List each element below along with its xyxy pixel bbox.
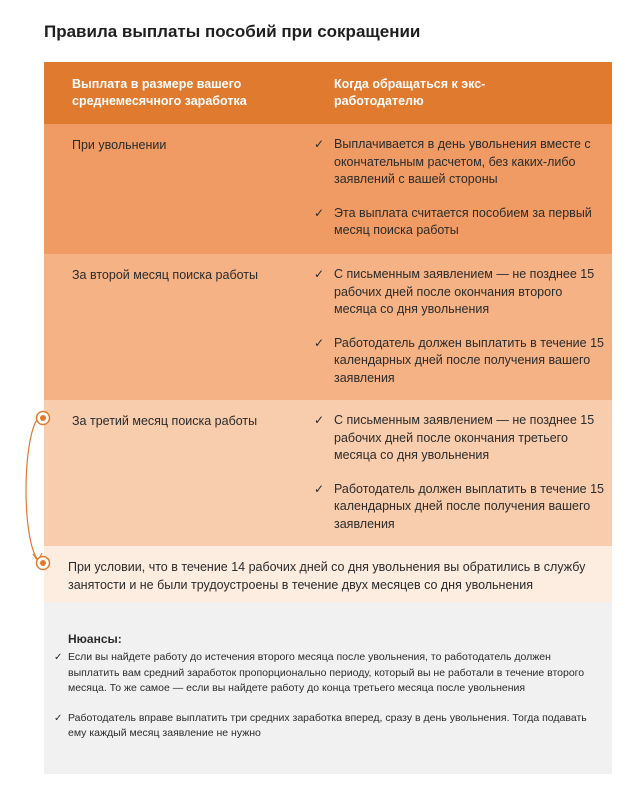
item-text: Работодатель вправе выплатить три средних заработка вперед, сразу в день увольнения. Тогда подавать ему каждый месяц заявление не нужно xyxy=(68,711,587,739)
item-text: Выплачивается в день увольнения вместе с окончательным расчетом, без каких-либо заявлений с вашей стороны xyxy=(334,137,591,186)
item-text: Работодатель должен выплатить в течение 15 календарных дней после получения вашего заявления xyxy=(334,481,604,531)
condition-note: При условии, что в течение 14 рабочих дней со дня увольнения вы обратились в службу занятости и не были трудоустроены в течение двух месяцев со дня увольнения xyxy=(68,560,586,592)
check-icon: ✓ xyxy=(54,652,63,663)
item-text: Работодатель должен выплатить в течение 15 календарных дней после получения вашего заявления xyxy=(334,335,604,385)
row-label: При увольнении xyxy=(72,138,167,152)
row-label: За второй месяц поиска работы xyxy=(72,268,259,282)
check-icon: ✓ xyxy=(314,137,325,151)
check-icon: ✓ xyxy=(314,481,325,496)
check-icon: ✓ xyxy=(314,335,325,350)
header-left: Выплата в размере вашего среднемесячного заработка xyxy=(72,77,247,108)
header-right: Когда обращаться к экс-работодателю xyxy=(334,77,486,108)
item-text: Если вы найдете работу до истечения второго месяца после увольнения, то работодатель должен выплатить вам средний заработок пропорционально периоду, который вы не работали в течение второго месяца. То же самое — если вы найдете работу до конца третьего месяца после увольнения xyxy=(68,651,585,694)
check-icon: ✓ xyxy=(314,413,325,427)
list-item xyxy=(54,650,602,697)
list-item xyxy=(54,711,602,742)
check-icon: ✓ xyxy=(314,267,325,281)
check-icon: ✓ xyxy=(314,205,325,220)
item-text: С письменным заявлением — не позднее 15 рабочих дней после окончания второго месяца со дня увольнения xyxy=(334,267,595,316)
item-text: Эта выплата считается пособием за первый месяц поиска работы xyxy=(334,205,592,237)
nuances-panel xyxy=(44,602,612,774)
item-text: С письменным заявлением — не позднее 15 рабочих дней после окончания третьего месяца со дня увольнения xyxy=(334,413,595,462)
check-icon: ✓ xyxy=(54,712,63,724)
row-label: За третий месяц поиска работы xyxy=(72,414,258,428)
page-title: Правила выплаты пособий при сокращении xyxy=(44,22,421,41)
nuances-title: Нюансы: xyxy=(68,632,122,646)
